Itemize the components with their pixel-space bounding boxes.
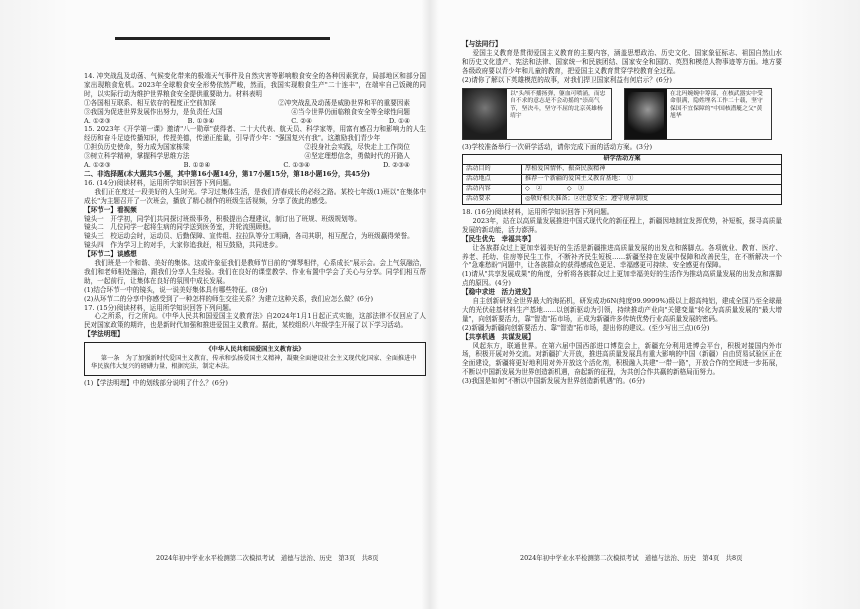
- question-14-stem: 14. 冲突战乱及动荡、气候变化带来的极端天气事件及自然灾害等影响粮食安全的各种因素犹存，局部地区和部分国家出现粮食危机。2023年全球粮食安全形势依然严峻，然而，我国实现粮食生产"二十连丰"，在端牢自己饭碗的同时，以实际行动为维护世界粮食安全提供重要助力。材料表明: [84, 72, 426, 98]
- plan-row: [463, 175, 782, 185]
- plan-row: [463, 195, 782, 205]
- q15-statement-4: ④坚定理想信念，勇做时代的开路人: [304, 152, 410, 161]
- q15-choice-d: D. ②③④: [382, 161, 410, 170]
- question-15-stem: 15. 2023年《开学第一课》邀请"八一勋章"获得者、二十大代表、航天员、科学家等，用富有感召力和影响力的人生经历和奋斗足迹传播知识，传授美德，传递正能量，引导青少年："强国复兴有我"。这激励我们青少年: [84, 125, 426, 143]
- law-title: 《中华人民共和国爱国主义教育法》: [205, 346, 305, 354]
- q18-innovation-text: 自主创新研发全世界最大的海拓机，研发成功6N(纯度99.9999%)级以上超高纯铝，建成全国乃至全球最大的光伏硅基材料生产基地……以创新驱动为引领，持续推动产业向"关键变量"转化为高质量发展的"最大增量"，向创新要活力，靠"智造"拓市场，正成为新疆许多传统优势行业高质量发展的密码。: [462, 297, 782, 323]
- q18-subquestion-1: (1)请从"共享发展成果"的角度，分析将各族群众过上更加幸福美好的生活作为推动高质量发展的出发点和落脚点的原因。(4分): [462, 270, 782, 288]
- q17-law-heading: 【学法明理】: [84, 330, 124, 339]
- q18-material: 2023年，站在以高质量发展推进中国式现代化的新征程上，新疆因地制宜发挥优势，补短板，探寻高质量发展的新动能，活力澎湃。: [462, 216, 782, 234]
- q16-reflection: 我们班是一个和谐、美好的集体。这或许象征我们是教师节目前的"弹琴相伴，心系成长"展示会。会上气氛融洽，我们和老师相处融洽，跟我们分享人生经验。我们在良好的课堂教学、作业布置中学会了关心与分享。同学们相互帮助，一起前行，让集体在良好的氛围中成长发展。: [84, 259, 426, 285]
- q14-statement-1: ①各国相互联系、相互依存的程度正空前加深: [84, 98, 216, 107]
- page-4-content: [462, 40, 782, 386]
- question-16-stem: 16. (14分)阅读材料，运用所学知识回答下列问题。: [84, 178, 236, 187]
- q17-subquestion-2: (2)请你了解以下英雄模范的故事，对我们捍卫国家利益有何启示？(6分): [462, 75, 672, 84]
- plan-row-label: 活动要求: [463, 195, 522, 205]
- q18-opening-heading: 【共享机遇 共谋发展】: [462, 332, 535, 341]
- plan-row-label: 活动内容: [463, 185, 522, 195]
- q15-choice-c: C. ①③④: [283, 161, 311, 170]
- plan-row-label: 活动地点: [463, 175, 522, 185]
- tv-screen-photo: [625, 89, 667, 139]
- q16-subquestion-1: (1)结合环节一中的镜头，说一说美好集体具有哪些特征。(8分): [84, 285, 268, 294]
- q14-choice-d: D. ①④: [388, 116, 410, 125]
- law-practice-heading: 【与法同行】: [462, 40, 502, 48]
- section-2-heading: 二、非选择题(本大题共5小题，其中第16小题14分，第17小题15分，第18小题16分，共45分): [84, 169, 371, 178]
- q16-stage-2-heading: 【环节二】谈感想: [84, 250, 137, 259]
- q16-stage-1-heading: 【环节一】看视频: [84, 205, 137, 214]
- hero-1-caption: 以"头颅不播扬弹，躯血可喷涌，而忠自不求的意志是不会动摇的"崇高气节，坚决斗，坚守不屈的北京英雄杨靖宇: [510, 90, 606, 120]
- plan-row-label: 活动目的: [463, 165, 522, 175]
- q16-scene-3: 镜头三 校运动会时，运动员、后勤保障、宣传组、拉拉队等分工明确，各司其职，相互配合，为班级赢得荣誉。: [84, 232, 414, 241]
- q14-statement-4: ④当今世界仍面临粮食安全等全球性问题: [291, 107, 410, 116]
- plan-row: [463, 165, 782, 175]
- q18-opening-text: 风起东方，联通世界。在第六届中国西部进口博览会上，新疆充分利用进博会平台，积极对接国内外市场，积极开展对外交流。对新疆扩大开放，推进高质量发展具有重大影响的中国（新疆）自由贸易试验区正在全面建设，新疆将更好地利用对外开放这个活化剂，积极融入共建"一带一路"，开放合作的空间进一步拓展，不断以中国新发展为世界创造新机遇，奋起新的征程，为共创合作共赢的新格局而努力。: [462, 341, 782, 377]
- study-tour-plan-table: [462, 154, 782, 205]
- q15-statement-3: ③树立科学精神，掌握科学思维方法: [84, 152, 190, 161]
- q18-subquestion-2: (2)新疆为新疆向创新要活力、靠"智造"拓市场，提出你的建议。(至少写出三点)(6分): [462, 323, 710, 332]
- question-15-choices: [84, 161, 426, 170]
- page-3-footer: 2024年初中学业水平检测第二次模拟考试 道德与法治、历史 第3页 共8页: [156, 554, 379, 562]
- header-rule: [115, 37, 330, 40]
- q16-scene-1: 镜头一 开学初，同学们共同探讨班级事务，积极提出合理建议，制订出了班规、班级规划等。: [84, 214, 361, 223]
- question-14-statements-2: [84, 108, 426, 117]
- q15-statement-1: ①担负历史使命，努力成为国家栋梁: [84, 143, 190, 152]
- question-15-statements-2: [84, 152, 426, 161]
- q14-choice-c: C. ②④: [291, 116, 313, 125]
- q17-material: 心之所系，行之所向。《中华人民共和国爱国主义教育法》自2024年1月1日起正式实施，这部法律不仅回应了人民对国家政策的期许，也是新时代加强和推进爱国主义教育。据此，某校组织八年级学生开展了以下学习活动。: [84, 312, 426, 330]
- portrait-photo: [463, 89, 507, 139]
- plan-row-value: 厚植爱国情怀，振奋民族精神: [522, 165, 782, 175]
- law-practice-text: 爱国主义教育是贯彻爱国主义教育的主要内容，涵盖思想政治、历史文化、国家象征标志、祖国自然山水和历史文化遗产、宪法和法律、国家统一和民族团结、国家安全和国防、英烈和模范人物事迹等方面。地方要各级政府要以青少年和儿童的教育，把爱国主义教育贯穿学校教育全过程。: [462, 48, 782, 75]
- page-3-content: [84, 72, 426, 388]
- plan-row: [463, 185, 782, 195]
- question-18-stem: 18. (16分)阅读材料，运用所学知识回答下列问题。: [462, 207, 614, 216]
- q16-scene-4: 镜头四 作为学习上的对手，大家你追我赶，相互鼓励，共同进步。: [84, 241, 282, 250]
- q16-scene-2: 镜头二 几位同学一起将生病的同学送到医务室，并轮流照顾他。: [84, 223, 276, 232]
- q18-innovation-heading: 【稳中求进 活力迸发】: [462, 288, 535, 297]
- q17-subquestion-1: (1)【学法明理】中的划线部分说明了什么？(6分): [84, 378, 228, 387]
- q15-choice-b: B. ①②④: [183, 161, 211, 170]
- q15-choice-a: A. ①②③: [84, 161, 111, 170]
- q16-subquestion-2: (2)从环节二的分享中你感受到了一种怎样的师生交往关系？为建立这种关系，我们应怎么做？(6分): [84, 294, 374, 303]
- q17-subquestion-3: (3)学校准备举行一次研学活动，请你完成下面的活动方案。(3分): [462, 142, 653, 151]
- q18-livelihood-text: 让各族群众过上更加幸福美好的生活是新疆推进高质量发展的出发点和落脚点。各项就业、教育、医疗、养老、托幼、住房等民生工作，不断补齐民生短板……新疆坚持在发展中保障和改善民生，在不断解决一个个"急难愁盼"问题中，让各族群众的获得感成色更足、幸福感更可持续、安全感更有保障。: [462, 243, 782, 270]
- plan-table-title: 研学活动方案: [463, 155, 782, 165]
- q14-statement-3: ③我国为促进世界发展作出努力，是负责任大国: [84, 107, 223, 116]
- q15-statement-2: ②投身社会实践，尽快走上工作岗位: [304, 143, 410, 152]
- law-excerpt-box: [84, 342, 426, 376]
- q18-livelihood-heading: 【民生优先 幸福共享】: [462, 234, 535, 243]
- law-article-1: 第一条 为了加强新时代爱国主义教育，传承和弘扬爱国主义精神，凝聚全面建设社会主义现代化国家、全面推进中华民族伟大复兴的磅礴力量，根据宪法，制定本法。: [91, 354, 417, 371]
- question-14-statements: [84, 99, 426, 108]
- question-15-statements: [84, 143, 426, 152]
- hero-2-caption: 在北玛婉婉中筹部，在核武器实中受命很满，隐姓埋名工作二十载，坚守保国不宜保障的"中国核潜艇之父"黄旭华: [670, 90, 763, 120]
- question-17-stem: 17. (15分)阅读材料，运用所学知识回答下列问题。: [84, 303, 236, 312]
- q18-subquestion-3: (3)我国是如何"不断以中国新发展为世界创造新机遇"的。(6分): [462, 377, 645, 386]
- q14-choice-a: A. ①②③: [84, 116, 111, 125]
- plan-row-value: 推荐一个新疆的爱国主义教育基地： ①: [522, 175, 782, 185]
- plan-row-value: ◇ ② ◇ ③: [522, 185, 782, 195]
- plan-row-value: ◎敬好相关准备；②注意安全；遵守规章制度: [522, 195, 782, 205]
- q14-statement-2: ②冲突战乱及动荡是威胁世界和平的重要因素: [278, 98, 410, 107]
- hero-panel-2: [624, 88, 772, 140]
- hero-panels: [462, 88, 782, 140]
- page-4-footer: 2024年初中学业水平检测第二次模拟考试 道德与法治、历史 第4页 共8页: [520, 554, 743, 562]
- hero-panel-1: [462, 88, 612, 140]
- q14-choice-b: B. ①③④: [187, 116, 215, 125]
- q16-material: 我们正在度过一段美好的人生时光。学习过集体生活，是我们青春成长的必经之路。某校七年级(1)班以"在集体中成长"为主题召开了一次班会，播放了精心制作的班级生活视频，分享了彼此的感受。: [84, 187, 426, 205]
